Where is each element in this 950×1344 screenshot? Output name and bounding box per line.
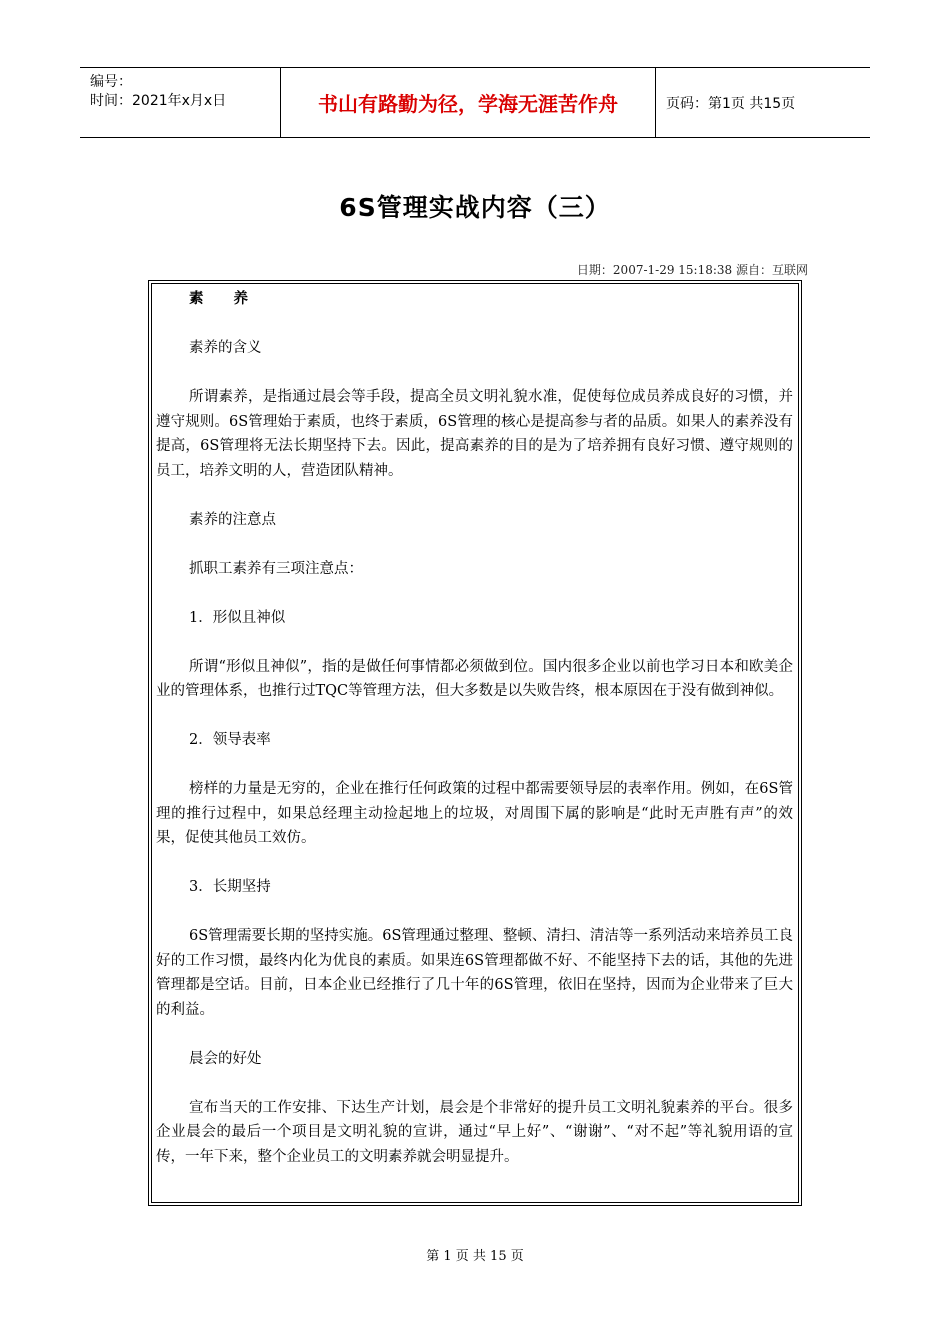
list-item-heading: 2．领导表率	[189, 732, 271, 748]
header-motto: 书山有路勤为径，学海无涯苦作舟	[281, 68, 656, 137]
doc-time-label: 时间：2021年x月x日	[90, 93, 227, 109]
header-page-info: 页码：第1页 共15页	[666, 95, 796, 112]
list-item-heading: 3．长期坚持	[189, 879, 271, 895]
content-inner	[151, 283, 799, 1203]
doc-code-label: 编号：	[90, 74, 132, 90]
paragraph-notes-intro: 抓职工素养有三项注意点：	[189, 560, 363, 577]
page-footer: 第 1 页 共 15 页	[426, 1249, 524, 1264]
subheading-morning-meeting: 晨会的好处	[189, 1050, 262, 1067]
paragraph-body: 榜样的力量是无穷的，企业在推行任何政策的过程中都需要领导层的表率作用。例如，在6S管理的推行过程中，如果总经理主动捡起地上的垃圾，对周围下属的影响是“此时无声胜有声”的效果，促使其他员工效仿。	[156, 781, 793, 846]
document-title: 6S管理实战内容（三）	[339, 193, 611, 222]
document-header	[80, 67, 870, 138]
paragraph-body: 6S管理需要长期的坚持实施。6S管理通过整理、整顿、清扫、清洁等一系列活动来培养员工良好的工作习惯，最终内化为优良的素质。如果连6S管理都做不好、不能坚持下去的话，其他的先进管理都是空话。目前，日本企业已经推行了几十年的6S管理，依旧在坚持，因而为企业带来了巨大的利益。	[156, 928, 793, 1018]
subheading-meaning: 素养的含义	[189, 340, 262, 356]
paragraph-body: 宣布当天的工作安排、下达生产计划，晨会是个非常好的提升员工文明礼貌素养的平台。很多企业晨会的最后一个项目是文明礼貌的宣讲，通过“早上好”、“谢谢”、“对不起”等礼貌用语的宣传，一年下来，整个企业员工的文明素养就会明显提升。	[156, 1099, 793, 1165]
section-title: 素养	[189, 291, 278, 307]
content-box	[148, 280, 802, 1206]
list-item-heading: 1．形似且神似	[189, 609, 286, 626]
document-meta: 日期：2007-1-29 15:18:38 源自：互联网	[576, 263, 808, 277]
subheading-notes: 素养的注意点	[189, 511, 276, 528]
header-meta-cell	[80, 68, 281, 137]
paragraph-body: 所谓“形似且神似”，指的是做任何事情都必须做到位。国内很多企业以前也学习日本和欧美企业的管理体系，也推行过TQC等管理方法，但大多数是以失败告终，根本原因在于没有做到神似。	[156, 658, 793, 699]
paragraph-definition: 所谓素养，是指通过晨会等手段，提高全员文明礼貌水准，促使每位成员养成良好的习惯，并遵守规则。6S管理始于素质，也终于素质，6S管理的核心是提高参与者的品质。如果人的素养没有提高，6S管理将无法长期坚持下去。因此，提高素养的目的是为了培养拥有良好习惯、遵守规则的员工，培养文明的人，营造团队精神。	[156, 389, 793, 479]
